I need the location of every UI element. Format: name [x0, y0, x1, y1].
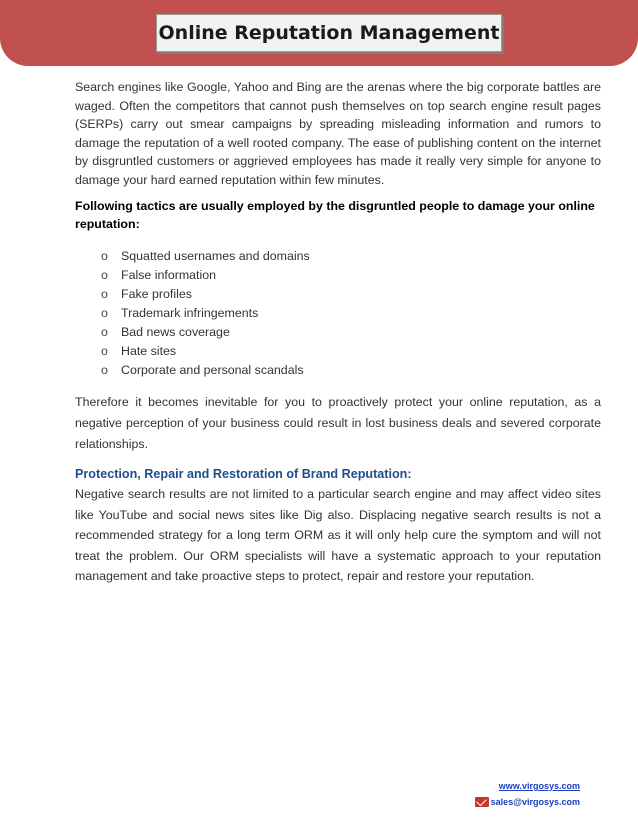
title-box [156, 14, 502, 52]
document-body [75, 78, 601, 587]
bullet-icon: o [101, 344, 108, 358]
conclusion-paragraph: Therefore it becomes inevitable for you to proactively protect your online reputation, as a negative perception of your business could result in lost business deals and severed corporate relationships. [75, 395, 601, 451]
email-link[interactable]: sales@virgosys.com [490, 797, 580, 807]
list-item: o Corporate and personal scandals [101, 361, 601, 380]
bullet-icon: o [101, 249, 108, 263]
list-item: o False information [101, 266, 601, 285]
website-link[interactable]: www.virgosys.com [498, 781, 580, 791]
bullet-icon: o [101, 268, 108, 282]
intro-paragraph: Search engines like Google, Yahoo and Bing are the arenas where the big corporate battles are waged. Often the competitors that cannot push themselves on top search engine result pages (SERPs) carry out smear campaigns by spreading misleading information and rumors to damage the reputation of a well rooted company. The ease of publishing content on the internet by disgruntled customers or aggrieved employees has made it really very simple for anyone to damage your hard earned reputation within few minutes. [75, 80, 601, 187]
list-item: o Trademark infringements [101, 304, 601, 323]
bullet-icon: o [101, 306, 108, 320]
bullet-icon: o [101, 287, 108, 301]
list-item: o Squatted usernames and domains [101, 247, 601, 266]
bullet-icon: o [101, 363, 108, 377]
page-title: Online Reputation Management [158, 22, 500, 44]
list-item: o Bad news coverage [101, 323, 601, 342]
list-item: o Fake profiles [101, 285, 601, 304]
tactics-list [101, 247, 601, 380]
email-contact[interactable] [475, 797, 580, 807]
tactics-heading: Following tactics are usually employed by the disgruntled people to damage your online reputation: [75, 199, 595, 231]
bullet-icon: o [101, 325, 108, 339]
section-heading: Protection, Repair and Restoration of Brand Reputation: [75, 467, 412, 481]
section-paragraph: Negative search results are not limited to a particular search engine and may affect video sites like YouTube and social news sites like Dig also. Displacing negative search results is not a recommended strategy for a long term ORM as it will only help cure the symptom and will not treat the problem. Our ORM specialists will have a systematic approach to your reputation management and take proactive steps to protect, repair and restore your reputation. [75, 487, 601, 583]
envelope-icon [475, 797, 489, 807]
list-item: o Hate sites [101, 342, 601, 361]
